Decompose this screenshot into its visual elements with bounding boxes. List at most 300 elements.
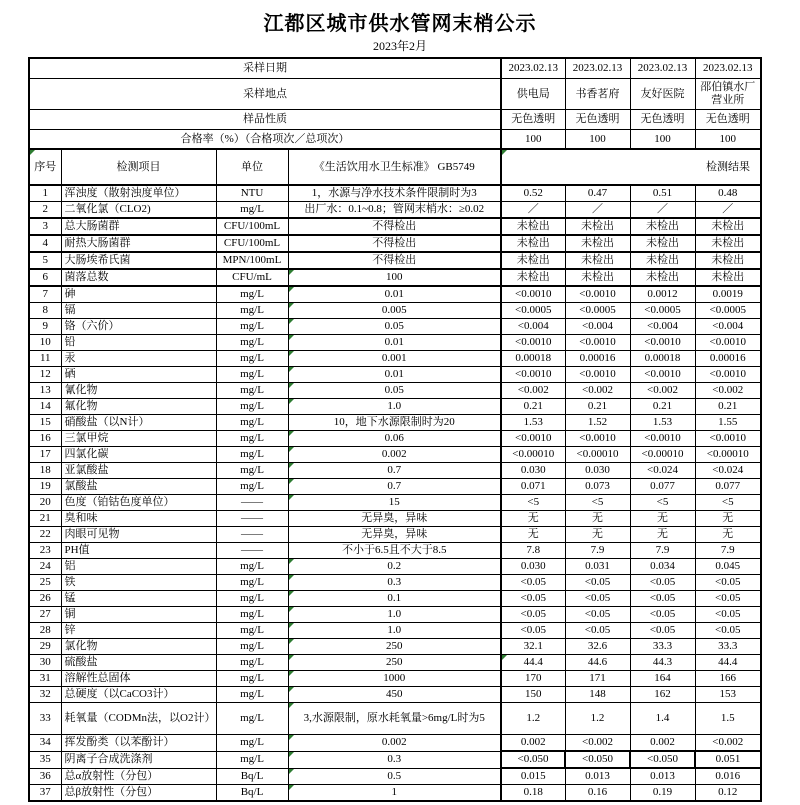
standard-limit: 1.0: [288, 607, 501, 623]
result-value: <0.004: [630, 319, 695, 335]
result-value: 164: [630, 671, 695, 687]
excel-error-triangle-icon: [289, 303, 294, 308]
unit: mg/L: [216, 655, 288, 671]
row-number: 4: [29, 235, 61, 252]
result-value: 0.0012: [630, 286, 695, 303]
result-value: <0.00010: [501, 447, 565, 463]
result-value: 166: [695, 671, 761, 687]
result-value: 0.19: [630, 785, 695, 802]
unit: Bq/L: [216, 785, 288, 802]
unit: mg/L: [216, 463, 288, 479]
result-value: <0.002: [695, 383, 761, 399]
unit: mg/L: [216, 319, 288, 335]
row-number: 6: [29, 269, 61, 286]
unit: mg/L: [216, 447, 288, 463]
excel-error-triangle-icon: [289, 785, 294, 790]
result-value: ／: [565, 202, 630, 219]
table-row: [29, 607, 761, 623]
row-number: 24: [29, 559, 61, 575]
item-name: 铁: [61, 575, 216, 591]
excel-error-triangle-icon: [289, 431, 294, 436]
result-value: <0.0010: [630, 335, 695, 351]
standard-limit: 0.7: [288, 479, 501, 495]
result-value: <0.0010: [565, 286, 630, 303]
standard-limit: 450: [288, 687, 501, 703]
result-value: 44.4: [695, 655, 761, 671]
row-number: 5: [29, 252, 61, 269]
item-name: 氰化物: [61, 383, 216, 399]
table-row: [29, 703, 761, 735]
table-row: [29, 335, 761, 351]
result-value: 未检出: [565, 218, 630, 235]
row-number: 12: [29, 367, 61, 383]
result-value: 44.6: [565, 655, 630, 671]
result-value: 未检出: [501, 269, 565, 286]
water-quality-table: [28, 57, 762, 802]
sample-date-value: 2023.02.13: [630, 58, 695, 79]
table-row: [29, 591, 761, 607]
result-value: <0.0005: [695, 303, 761, 319]
result-value: 0.21: [565, 399, 630, 415]
column-header-row: [29, 149, 761, 185]
col-header-unit: 单位: [216, 149, 288, 185]
result-value: 0.030: [501, 463, 565, 479]
result-value: 0.002: [630, 735, 695, 752]
unit: CFU/mL: [216, 269, 288, 286]
result-value: 32.1: [501, 639, 565, 655]
result-value: 未检出: [695, 269, 761, 286]
result-value: 162: [630, 687, 695, 703]
standard-limit: 0.01: [288, 335, 501, 351]
result-value: 0.031: [565, 559, 630, 575]
result-value: <5: [565, 495, 630, 511]
result-value: <0.004: [695, 319, 761, 335]
result-value: 0.00018: [501, 351, 565, 367]
item-name: 菌落总数: [61, 269, 216, 286]
col-header-result-label: 检测结果: [706, 160, 750, 173]
result-value: <0.0010: [501, 286, 565, 303]
standard-limit: 不小于6.5且不大于8.5: [288, 543, 501, 559]
result-value: 1.55: [695, 415, 761, 431]
sample-date-label: 采样日期: [29, 58, 501, 79]
result-value: <5: [695, 495, 761, 511]
sample-date-row: [29, 58, 761, 79]
unit: mg/L: [216, 202, 288, 219]
result-value: <0.00010: [565, 447, 630, 463]
table-row: [29, 367, 761, 383]
row-number: 2: [29, 202, 61, 219]
excel-error-triangle-icon: [289, 769, 294, 774]
pass-rate-value: 100: [695, 130, 761, 150]
unit: mg/L: [216, 399, 288, 415]
result-value: <0.05: [630, 575, 695, 591]
standard-limit: 1，水源与净水技术条件限制时为3: [288, 185, 501, 202]
pass-rate-label: 合格率（%）（合格项次／总项次）: [29, 130, 501, 150]
row-number: 17: [29, 447, 61, 463]
pass-rate-value: 100: [501, 130, 565, 150]
standard-limit: 不得检出: [288, 218, 501, 235]
result-value: 153: [695, 687, 761, 703]
unit: mg/L: [216, 383, 288, 399]
result-value: <0.05: [565, 575, 630, 591]
row-number: 32: [29, 687, 61, 703]
result-value: 0.21: [695, 399, 761, 415]
result-value: 0.015: [501, 768, 565, 785]
result-value: 未检出: [501, 235, 565, 252]
result-value: 33.3: [630, 639, 695, 655]
result-value: 未检出: [630, 252, 695, 269]
unit: Bq/L: [216, 768, 288, 785]
result-value: 1.4: [630, 703, 695, 735]
table-row: [29, 785, 761, 802]
standard-limit: 1: [288, 785, 501, 802]
excel-error-triangle-icon: [289, 687, 294, 692]
result-value: <0.05: [630, 607, 695, 623]
result-value: 0.030: [565, 463, 630, 479]
result-value: <0.05: [630, 623, 695, 639]
standard-limit: 0.002: [288, 447, 501, 463]
unit: mg/L: [216, 335, 288, 351]
result-value: <0.050: [565, 751, 630, 768]
item-name: PH值: [61, 543, 216, 559]
result-value: 7.9: [630, 543, 695, 559]
standard-limit: 10，地下水源限制时为20: [288, 415, 501, 431]
sample-location-value: 邵伯镇水厂营业所: [695, 79, 761, 110]
table-row: [29, 463, 761, 479]
unit: mg/L: [216, 735, 288, 752]
standard-limit: 0.1: [288, 591, 501, 607]
row-number: 23: [29, 543, 61, 559]
unit: mg/L: [216, 431, 288, 447]
result-value: <0.05: [695, 623, 761, 639]
result-value: <0.002: [565, 735, 630, 752]
table-row: [29, 479, 761, 495]
sample-property-value: 无色透明: [501, 110, 565, 130]
item-name: 四氯化碳: [61, 447, 216, 463]
row-number: 26: [29, 591, 61, 607]
result-value: 未检出: [630, 218, 695, 235]
unit: MPN/100mL: [216, 252, 288, 269]
row-number: 20: [29, 495, 61, 511]
row-number: 33: [29, 703, 61, 735]
excel-error-triangle-icon: [30, 150, 35, 155]
table-row: [29, 511, 761, 527]
excel-error-triangle-icon: [289, 383, 294, 388]
standard-limit: 100: [288, 269, 501, 286]
result-value: <0.002: [695, 735, 761, 752]
row-number: 10: [29, 335, 61, 351]
item-name: 肉眼可见物: [61, 527, 216, 543]
item-name: 铜: [61, 607, 216, 623]
excel-error-triangle-icon: [289, 655, 294, 660]
table-row: [29, 655, 761, 671]
result-value: 1.5: [695, 703, 761, 735]
table-row: [29, 575, 761, 591]
excel-error-triangle-icon: [289, 575, 294, 580]
item-name: 铅: [61, 335, 216, 351]
result-value: 7.9: [565, 543, 630, 559]
result-value: 0.030: [501, 559, 565, 575]
result-value: 0.00018: [630, 351, 695, 367]
result-value: 0.002: [501, 735, 565, 752]
sample-property-label: 样品性质: [29, 110, 501, 130]
result-value: <0.0010: [695, 431, 761, 447]
row-number: 16: [29, 431, 61, 447]
table-row: [29, 235, 761, 252]
unit: mg/L: [216, 607, 288, 623]
result-value: 148: [565, 687, 630, 703]
sample-date-value: 2023.02.13: [695, 58, 761, 79]
sample-date-value: 2023.02.13: [565, 58, 630, 79]
result-value: <0.0010: [630, 367, 695, 383]
col-header-item: 检测项目: [61, 149, 216, 185]
unit: mg/L: [216, 303, 288, 319]
excel-error-triangle-icon: [289, 623, 294, 628]
standard-limit: 0.7: [288, 463, 501, 479]
result-value: <0.002: [630, 383, 695, 399]
unit: mg/L: [216, 575, 288, 591]
pass-rate-value: 100: [565, 130, 630, 150]
result-value: 44.3: [630, 655, 695, 671]
result-value: <0.004: [501, 319, 565, 335]
table-row: [29, 671, 761, 687]
standard-limit: 1000: [288, 671, 501, 687]
row-number: 3: [29, 218, 61, 235]
result-value: <0.0010: [565, 431, 630, 447]
excel-error-triangle-icon: [289, 591, 294, 596]
item-name: 汞: [61, 351, 216, 367]
result-value: 无: [630, 527, 695, 543]
result-value: <0.0010: [695, 367, 761, 383]
item-name: 硒: [61, 367, 216, 383]
standard-limit: 1.0: [288, 623, 501, 639]
unit: CFU/100mL: [216, 218, 288, 235]
result-value: ／: [695, 202, 761, 219]
result-value: 0.013: [630, 768, 695, 785]
result-value: <0.05: [565, 623, 630, 639]
result-value: 0.051: [695, 751, 761, 768]
result-value: 未检出: [695, 235, 761, 252]
unit: mg/L: [216, 351, 288, 367]
row-number: 13: [29, 383, 61, 399]
table-row: [29, 527, 761, 543]
table-row: [29, 202, 761, 219]
result-value: <0.05: [630, 591, 695, 607]
excel-error-triangle-icon: [289, 270, 294, 275]
result-value: <0.004: [565, 319, 630, 335]
item-name: 耐热大肠菌群: [61, 235, 216, 252]
result-value: <0.050: [630, 751, 695, 768]
table-row: [29, 399, 761, 415]
result-value: 0.18: [501, 785, 565, 802]
table-row: [29, 639, 761, 655]
result-value: <0.024: [695, 463, 761, 479]
excel-error-triangle-icon: [289, 752, 294, 757]
excel-error-triangle-icon: [289, 367, 294, 372]
item-name: 色度（铂钴色度单位）: [61, 495, 216, 511]
item-name: 臭和味: [61, 511, 216, 527]
result-value: 171: [565, 671, 630, 687]
table-row: [29, 218, 761, 235]
item-name: 二氧化氯（CLO2): [61, 202, 216, 219]
result-value: <0.0010: [501, 367, 565, 383]
excel-error-triangle-icon: [289, 703, 294, 708]
result-value: 170: [501, 671, 565, 687]
item-name: 锰: [61, 591, 216, 607]
standard-limit: 3,水源限制，原水耗氧量>6mg/L时为5: [288, 703, 501, 735]
standard-limit: 0.05: [288, 319, 501, 335]
item-name: 氯化物: [61, 639, 216, 655]
result-value: 0.077: [695, 479, 761, 495]
result-value: 7.9: [695, 543, 761, 559]
row-number: 1: [29, 185, 61, 202]
table-row: [29, 269, 761, 286]
result-value: 未检出: [501, 252, 565, 269]
standard-limit: 0.002: [288, 735, 501, 752]
result-value: <0.002: [501, 383, 565, 399]
row-number: 18: [29, 463, 61, 479]
result-value: 未检出: [565, 252, 630, 269]
item-name: 浑浊度（散射浊度单位）: [61, 185, 216, 202]
result-value: 150: [501, 687, 565, 703]
result-value: 33.3: [695, 639, 761, 655]
sample-location-value: 供电局: [501, 79, 565, 110]
row-number: 21: [29, 511, 61, 527]
item-name: 镉: [61, 303, 216, 319]
result-value: 1.2: [565, 703, 630, 735]
result-value: 0.071: [501, 479, 565, 495]
excel-error-triangle-icon: [502, 150, 507, 155]
result-value: <0.0005: [565, 303, 630, 319]
unit: mg/L: [216, 559, 288, 575]
excel-error-triangle-icon: [289, 319, 294, 324]
row-number: 37: [29, 785, 61, 802]
table-row: [29, 447, 761, 463]
sample-location-value: 友好医院: [630, 79, 695, 110]
table-row: [29, 623, 761, 639]
item-name: 总硬度（以CaCO3计）: [61, 687, 216, 703]
unit: mg/L: [216, 591, 288, 607]
result-value: <5: [630, 495, 695, 511]
table-row: [29, 185, 761, 202]
item-name: 锌: [61, 623, 216, 639]
excel-error-triangle-icon: [289, 351, 294, 356]
result-value: 0.48: [695, 185, 761, 202]
sample-property-row: [29, 110, 761, 130]
result-value: 0.12: [695, 785, 761, 802]
result-value: 1.2: [501, 703, 565, 735]
result-value: 未检出: [565, 269, 630, 286]
row-number: 34: [29, 735, 61, 752]
result-value: 0.013: [565, 768, 630, 785]
unit: mg/L: [216, 751, 288, 768]
standard-limit: 不得检出: [288, 235, 501, 252]
result-value: 0.51: [630, 185, 695, 202]
result-value: 未检出: [695, 218, 761, 235]
excel-error-triangle-icon: [289, 495, 294, 500]
item-name: 耗氧量（CODMn法，以O2计）: [61, 703, 216, 735]
standard-limit: 0.01: [288, 367, 501, 383]
item-name: 阴离子合成洗涤剂: [61, 751, 216, 768]
standard-limit: 0.001: [288, 351, 501, 367]
standard-limit: 0.005: [288, 303, 501, 319]
item-name: 挥发酚类（以苯酚计）: [61, 735, 216, 752]
excel-error-triangle-icon: [289, 479, 294, 484]
result-value: <0.002: [565, 383, 630, 399]
standard-limit: 250: [288, 639, 501, 655]
item-name: 溶解性总固体: [61, 671, 216, 687]
row-number: 19: [29, 479, 61, 495]
result-value: 未检出: [501, 218, 565, 235]
excel-error-triangle-icon: [289, 463, 294, 468]
standard-limit: 0.5: [288, 768, 501, 785]
result-value: 0.21: [630, 399, 695, 415]
report-month: 2023年2月: [372, 39, 427, 53]
result-value: <0.050: [501, 751, 565, 768]
result-value: <0.0010: [630, 431, 695, 447]
row-number: 36: [29, 768, 61, 785]
result-value: <0.0010: [501, 335, 565, 351]
unit: ——: [216, 511, 288, 527]
result-value: ／: [630, 202, 695, 219]
row-number: 15: [29, 415, 61, 431]
result-value: <0.05: [695, 591, 761, 607]
result-value: <0.05: [501, 591, 565, 607]
standard-limit: 出厂水：0.1~0.8；管网末梢水：≥0.02: [288, 202, 501, 219]
result-value: 1.53: [630, 415, 695, 431]
item-name: 砷: [61, 286, 216, 303]
result-value: 0.47: [565, 185, 630, 202]
row-number: 35: [29, 751, 61, 768]
unit: mg/L: [216, 687, 288, 703]
excel-error-triangle-icon: [289, 607, 294, 612]
standard-limit: 0.01: [288, 286, 501, 303]
unit: NTU: [216, 185, 288, 202]
item-name: 硝酸盐（以N计）: [61, 415, 216, 431]
item-name: 大肠埃希氏菌: [61, 252, 216, 269]
sample-property-value: 无色透明: [565, 110, 630, 130]
result-value: 1.52: [565, 415, 630, 431]
table-row: [29, 559, 761, 575]
row-number: 8: [29, 303, 61, 319]
excel-error-triangle-icon: [289, 735, 294, 740]
sample-date-value: 2023.02.13: [501, 58, 565, 79]
standard-limit: 不得检出: [288, 252, 501, 269]
result-value: <0.0005: [630, 303, 695, 319]
excel-error-triangle-icon: [502, 655, 507, 660]
result-value: 32.6: [565, 639, 630, 655]
result-value: <0.05: [501, 607, 565, 623]
table-row: [29, 735, 761, 752]
item-name: 硫酸盐: [61, 655, 216, 671]
standard-limit: 250: [288, 655, 501, 671]
unit: ——: [216, 527, 288, 543]
result-value: 无: [565, 511, 630, 527]
item-name: 总α放射性（分包）: [61, 768, 216, 785]
item-name: 铬（六价）: [61, 319, 216, 335]
row-number: 25: [29, 575, 61, 591]
table-row: [29, 319, 761, 335]
sample-property-value: 无色透明: [695, 110, 761, 130]
row-number: 27: [29, 607, 61, 623]
result-value: 0.045: [695, 559, 761, 575]
result-value: <5: [501, 495, 565, 511]
unit: mg/L: [216, 367, 288, 383]
unit: mg/L: [216, 286, 288, 303]
excel-error-triangle-icon: [289, 639, 294, 644]
row-number: 22: [29, 527, 61, 543]
unit: mg/L: [216, 671, 288, 687]
